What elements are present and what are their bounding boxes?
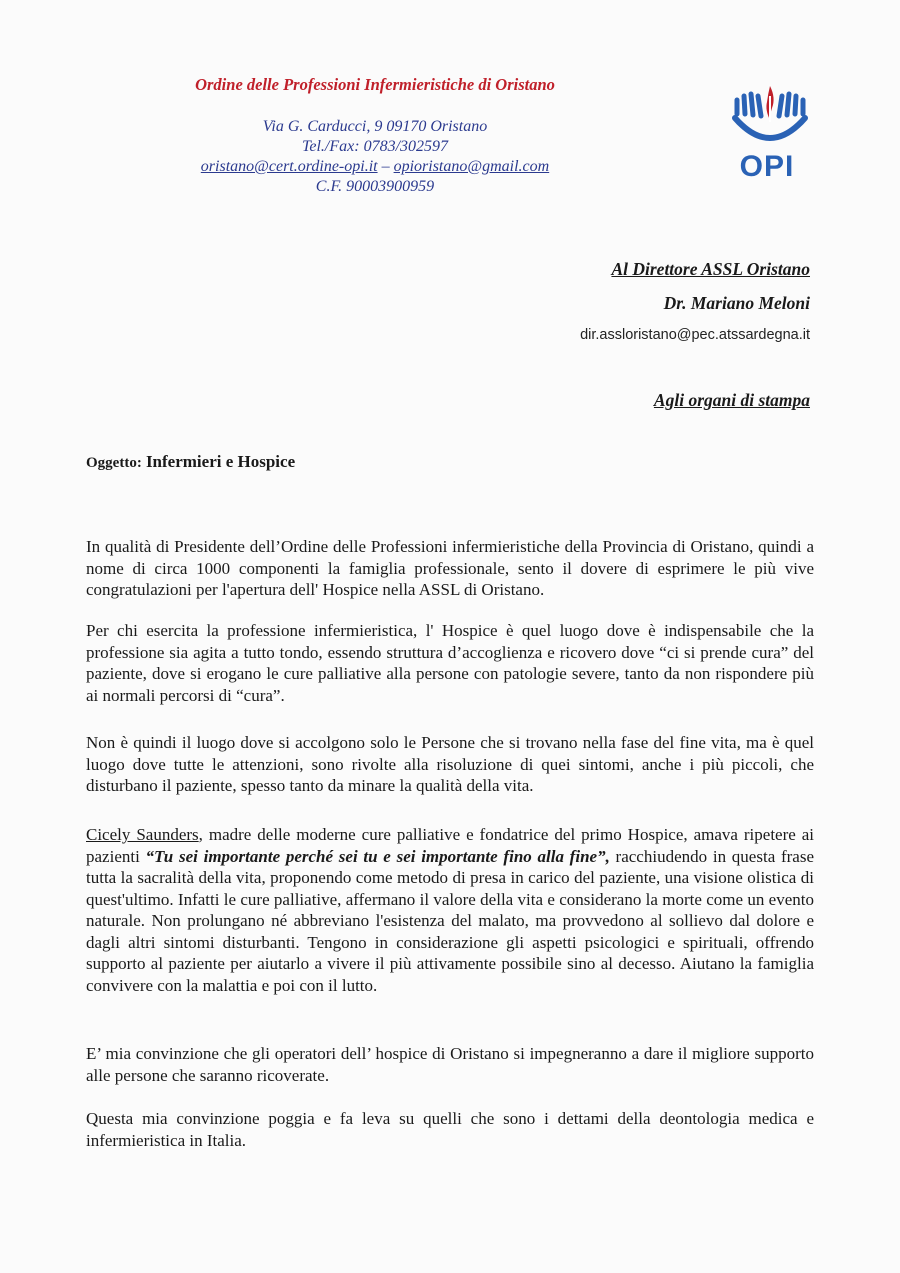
subject-line [86,452,295,472]
paragraph-4-part-a: , madre delle moderne cure palliative e fondatrice del primo Hospice, amava ripetere ai pazienti [86,825,815,866]
saunders-quote: “Tu sei importante perché sei tu e sei importante fino alla fine”, [145,846,610,866]
recipient-name: Dr. Mariano Meloni [663,293,810,313]
org-name: Ordine delle Professioni Infermieristiche di Oristano [195,75,555,94]
email-separator: – [377,158,394,175]
paragraph-5: E’ mia convinzione che gli operatori dell’ hospice di Oristano si impegneranno a dare il migliore supporto alle persone che saranno ricoverate. [86,1044,814,1085]
recipient-email[interactable]: dir.assloristano@pec.atssardegna.it [580,327,810,343]
org-address: Via G. Carducci, 9 09170 Oristano [262,118,488,135]
gmail-email-link[interactable]: opioristano@gmail.com [393,158,550,175]
saunders-name: Cicely Saunders [86,825,199,844]
subject-label: Oggetto: [86,455,142,471]
paragraph-4-part-b: racchiudendo in questa frase tutta la sacralità della vita, proponendo come metodo di presa in carico del paziente, una visione olistica di quest'ultimo. Infatti le cure palliative, affermano il valore della vita e considerano la morte come un evento naturale. Non prolungano né abbreviano l'esistenza del malato, ma provvedono al sollievo dal dolore e dagli altri sintomi disturbanti. Tengono in considerazione gli aspetti psicologici e spirituali, offrendo supporto al paziente per aiutarlo a vivere il più attivamente possibile sino al decesso. Aiutano la famiglia convivere con la malattia e poi con il lutto. [86,846,815,995]
paragraph-1: In qualità di Presidente dell’Ordine delle Professioni infermieristiche della Provincia di Oristano, quindi a nome di circa 1000 componenti la famiglia professionale, sento il dovere di esprimere le più vive congratulazioni per l'apertura dell' Hospice nella ASSL di Oristano. [86,537,814,599]
org-contacts [0,117,750,197]
org-telfax: Tel./Fax: 0783/302597 [301,138,449,155]
pec-email-link[interactable]: oristano@cert.ordine-opi.it [200,158,378,175]
opi-logo-text: OPI [739,150,795,183]
paragraph-4 [86,824,814,996]
recipient-director: Al Direttore ASSL Oristano [611,259,810,279]
paragraph-3: Non è quindi il luogo dove si accolgono solo le Persone che si trovano nella fase del fine vita, ma è quel luogo dove tutte le attenzioni, sono rivolte alla risoluzione di quei sintomi, anche i più piccoli, che disturbano il paziente, spesso tanto da minare la qualità della vita. [86,733,814,795]
recipient-press: Agli organi di stampa [653,390,810,410]
org-fiscal-code: C.F. 90003900959 [315,178,435,195]
subject-text: Infermieri e Hospice [145,452,296,471]
org-emails [0,157,750,177]
paragraph-2: Per chi esercita la professione infermieristica, l' Hospice è quel luogo dove è indispensabile che la professione sia agita a tutto tondo, essendo struttura d’accoglienza e ricovero dove “ci si prende cura” del paziente, dove si erogano le cure palliative alla persone con patologie severe, tanto da non rispondere più ai normali percorsi di “cura”. [86,621,814,705]
paragraph-6: Questa mia convinzione poggia e fa leva su quelli che sono i dettami della deontologia medica e infermieristica in Italia. [86,1109,814,1150]
